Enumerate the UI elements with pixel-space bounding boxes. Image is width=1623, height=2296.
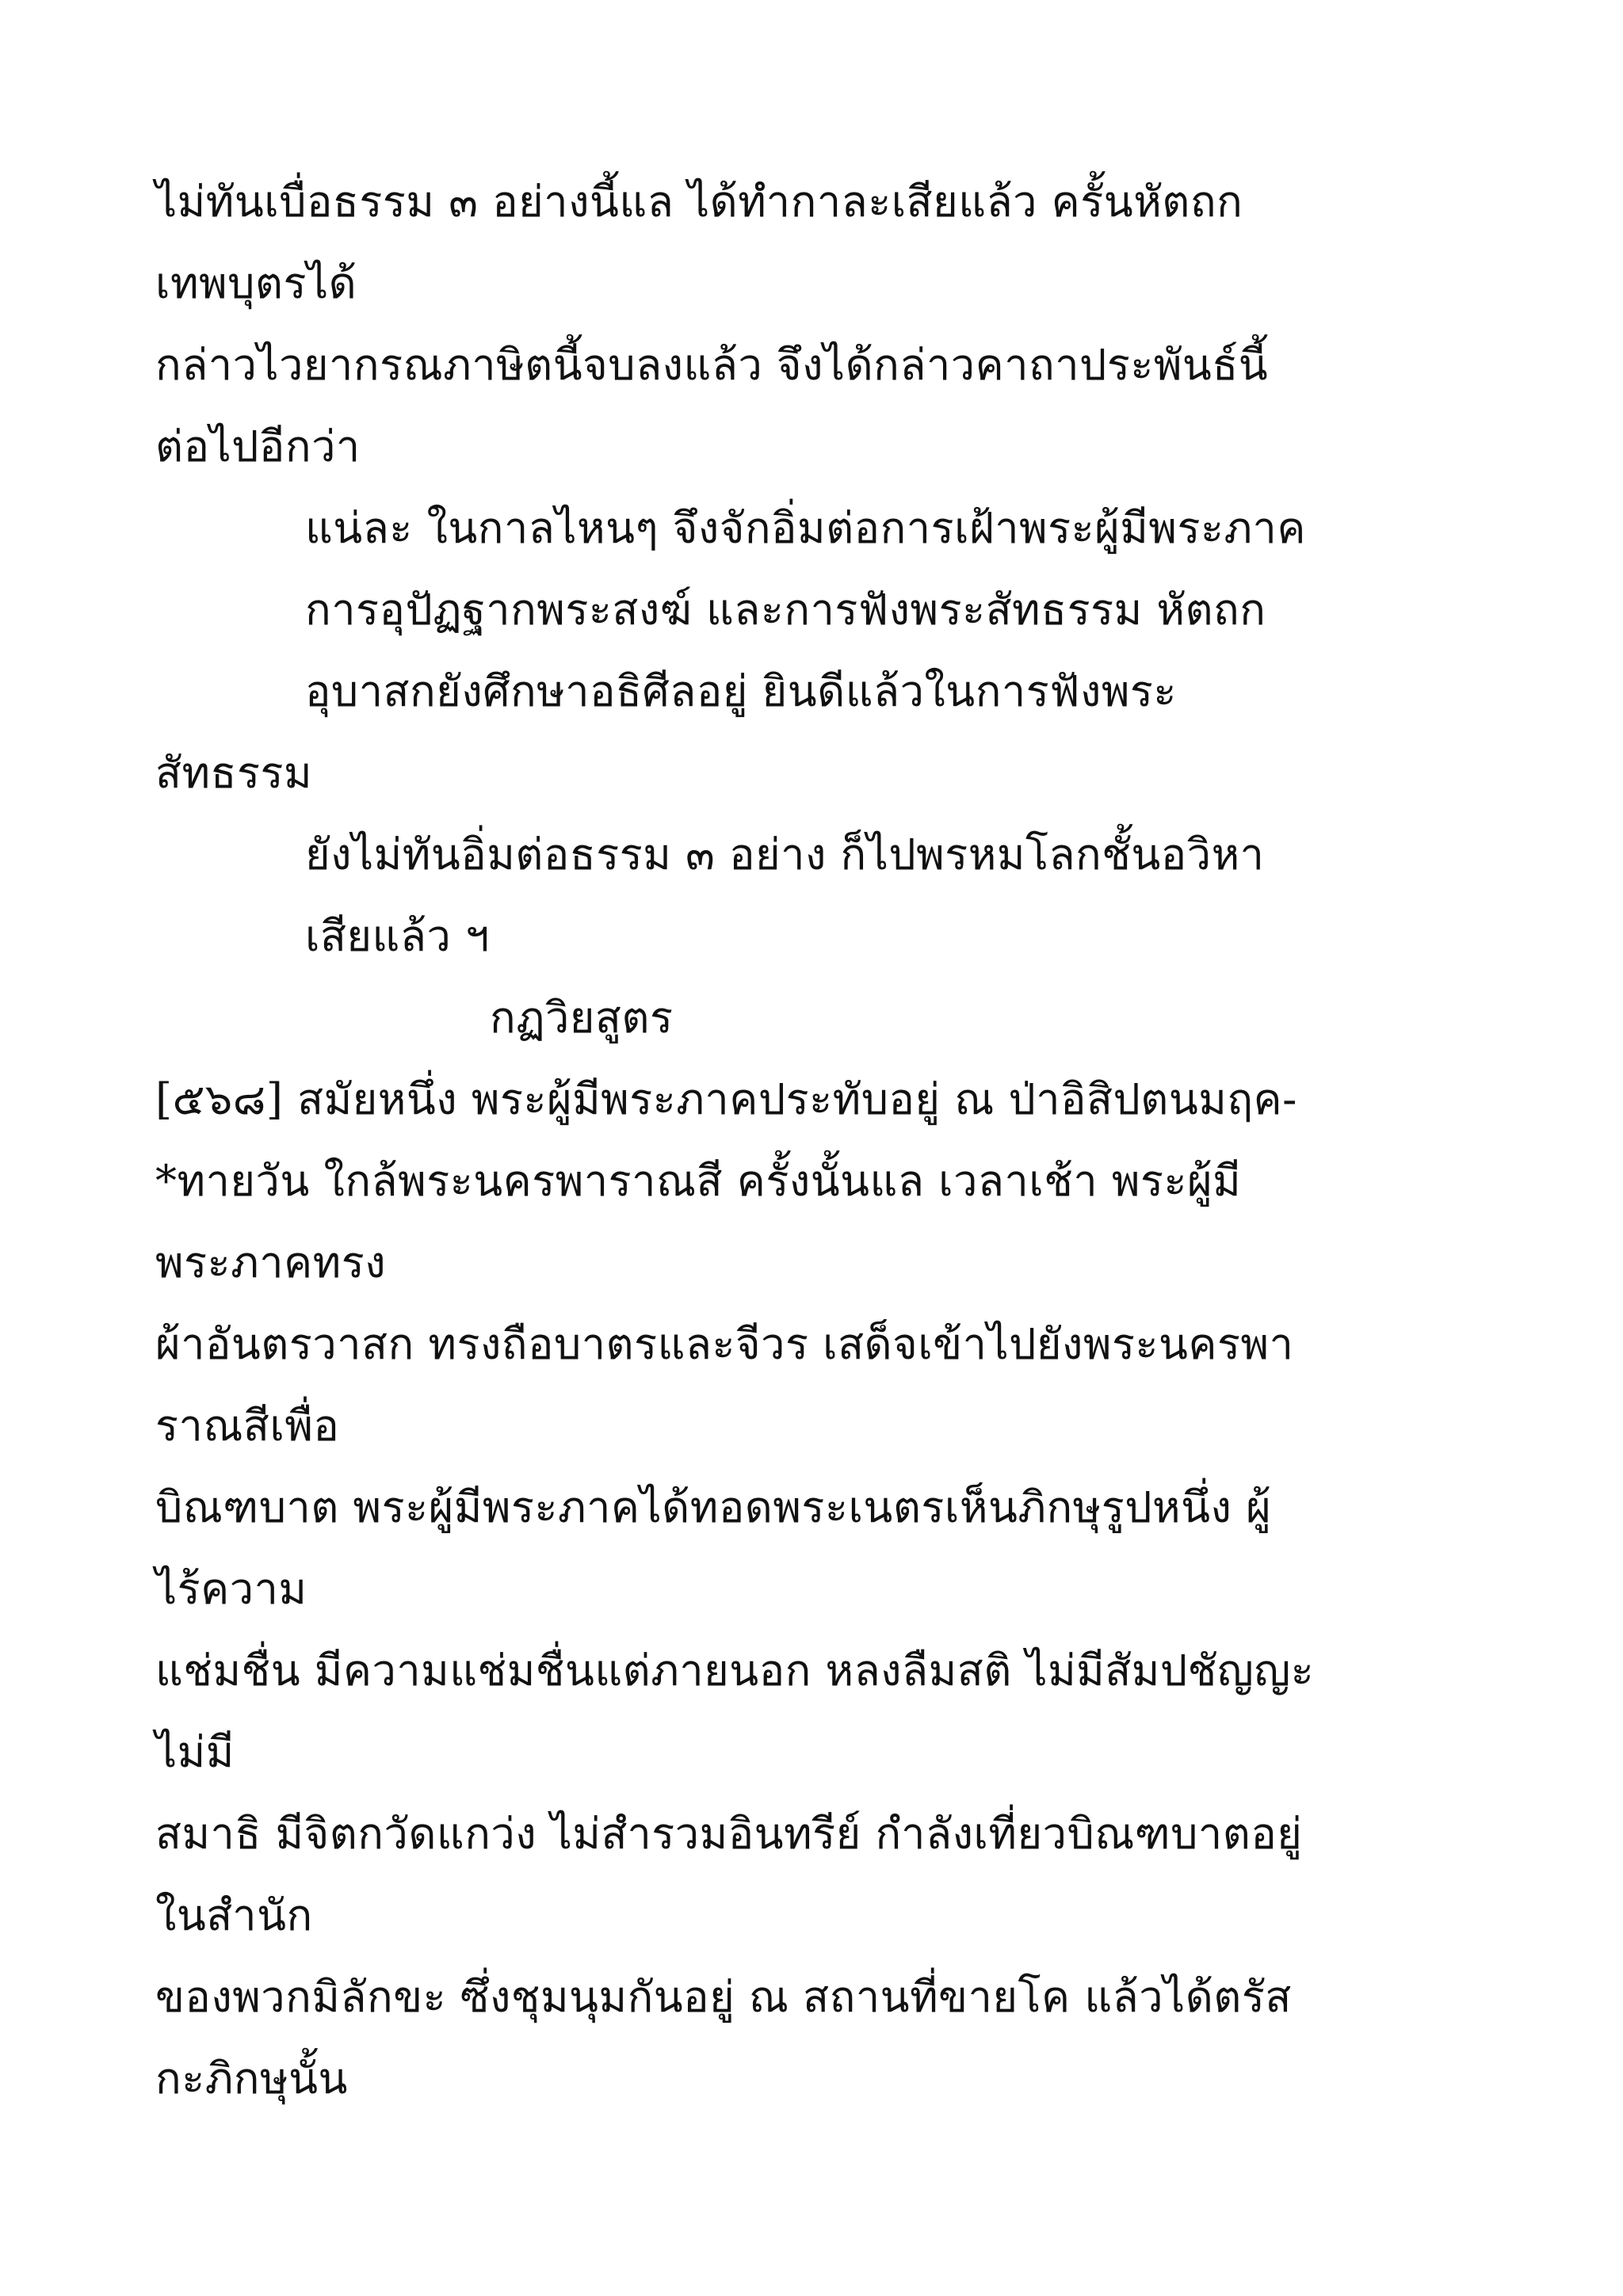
text-line: บิณฑบาต พระผู้มีพระภาคได้ทอดพระเนตรเห็นภิกษุรูปหนึ่ง ผู้: [155, 1482, 1272, 1532]
text-line: ของพวกมิลักขะ ซึ่งชุมนุมกันอยู่ ณ สถานที่ขายโค แล้วได้ตรัส: [155, 1972, 1292, 2022]
verse-line: ยังไม่ทันอิ่มต่อธรรม ๓ อย่าง ก็ไปพรหมโลกชั้นอวิหา: [305, 830, 1265, 879]
verse-line: อุบาสกยังศึกษาอธิศีลอยู่ ยินดีแล้วในการฟังพระ: [305, 666, 1177, 716]
text-line: *ทายวัน ใกล้พระนครพาราณสี ครั้งนั้นแล เวลาเช้า พระผู้มี: [155, 1156, 1242, 1206]
text-line: เทพบุตรได้: [155, 258, 357, 308]
text-line: ราณสีเพื่อ: [155, 1401, 340, 1451]
sutta-title: กฏวิยสูตร: [490, 993, 674, 1043]
text-line: ในสำนัก: [155, 1890, 313, 1940]
text-line: พระภาคทรง: [155, 1238, 387, 1287]
text-line: ต่อไปอีกว่า: [155, 421, 361, 471]
text-line: แช่มชื่น มีความแช่มชื่นแต่ภายนอก หลงลืมสติ ไม่มีสัมปชัญญะ: [155, 1646, 1315, 1695]
verse-line: แน่ละ ในกาลไหนๆ จึงจักอิ่มต่อการเฝ้าพระผู้มีพระภาค: [305, 503, 1307, 553]
text-line: [๕๖๘] สมัยหนึ่ง พระผู้มีพระภาคประทับอยู่ ณ ป่าอิสิปตนมฤค-: [155, 1074, 1297, 1124]
text-line: กะภิกษุนั้น: [155, 2054, 348, 2103]
text-line: สัทธรรม: [155, 748, 313, 798]
verse-line: การอุปัฏฐากพระสงฆ์ และการฟังพระสัทธรรม หัตถก: [305, 585, 1266, 635]
verse-line: เสียแล้ว ฯ: [305, 911, 490, 961]
text-line: ไร้ความ: [155, 1564, 307, 1614]
text-line: สมาธิ มีจิตกวัดแกว่ง ไม่สำรวมอินทรีย์ กำลังเที่ยวบิณฑบาตอยู่: [155, 1809, 1303, 1859]
text-line: ไม่มี: [155, 1727, 235, 1777]
text-line: ผ้าอันตรวาสก ทรงถือบาตรและจีวร เสด็จเข้าไปยังพระนครพา: [155, 1319, 1294, 1369]
text-line: กล่าวไวยากรณภาษิตนี้จบลงแล้ว จึงได้กล่าวคาถาประพันธ์นี้: [155, 340, 1269, 390]
text-line: ไม่ทันเบื่อธรรม ๓ อย่างนี้แล ได้ทำกาละเสียแล้ว ครั้นหัตถก: [155, 177, 1243, 227]
